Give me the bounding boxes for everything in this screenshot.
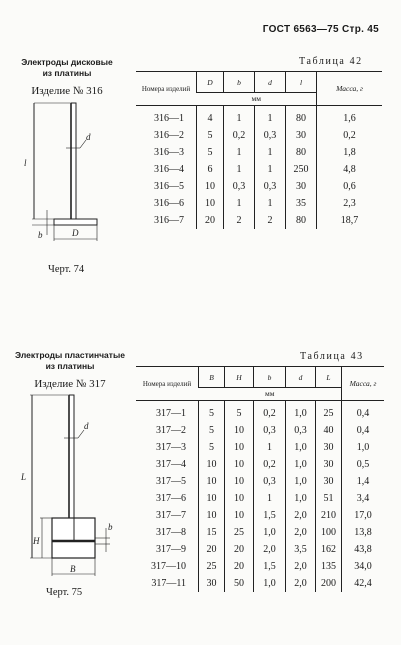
dim-label-L: L [21, 472, 27, 482]
table-cell: 5 [197, 127, 224, 144]
figure-74-label: Черт. 74 [48, 264, 85, 275]
table-cell: 30 [199, 575, 225, 592]
table-row [136, 106, 382, 128]
table-cell: 317—3 [156, 442, 186, 453]
table-cell: 316—6 [154, 198, 184, 209]
table-cell: 135 [316, 558, 342, 575]
table-cell: 317—11 [151, 578, 186, 589]
dim-label-d: d [84, 421, 89, 431]
table-cell: 1 [224, 144, 255, 161]
table-cell: 10 [225, 490, 254, 507]
table-cell: 316—1 [154, 113, 184, 124]
table-cell: 25 [225, 524, 254, 541]
table-row [136, 195, 382, 212]
table-cell: 6 [197, 161, 224, 178]
table-cell: 30 [316, 456, 342, 473]
col-header-H: H [225, 367, 254, 388]
table-cell: 0,3 [224, 178, 255, 195]
table-cell: 1,0 [342, 439, 385, 456]
col-header-b: b [254, 367, 286, 388]
table-cell: 0,3 [255, 127, 286, 144]
table-row [136, 178, 382, 195]
section2-title-line1: Электроды пластинчатые [15, 350, 125, 360]
table-cell: 317—4 [156, 459, 186, 470]
table-cell: 10 [199, 490, 225, 507]
table-cell: 1 [224, 161, 255, 178]
table-cell: 0,2 [254, 456, 286, 473]
table-cell: 10 [199, 456, 225, 473]
section1-caption [12, 57, 122, 97]
table-cell: 5 [199, 439, 225, 456]
table-cell: 316—7 [154, 215, 184, 226]
table-cell: 10 [199, 507, 225, 524]
table-cell: 317—6 [156, 493, 186, 504]
table-cell: 316—5 [154, 181, 184, 192]
table-cell: 1,5 [254, 507, 286, 524]
table-cell: 18,7 [317, 212, 383, 229]
table-cell: 2 [224, 212, 255, 229]
table-cell: 10 [225, 473, 254, 490]
table-cell: 316—3 [154, 147, 184, 158]
table-cell: 80 [286, 144, 317, 161]
table-cell: 3,4 [342, 490, 385, 507]
table-cell: 80 [286, 106, 317, 128]
unit-header: мм [197, 93, 317, 106]
dim-label-l: l [24, 158, 27, 168]
table-cell: 1,0 [254, 575, 286, 592]
col-header-d: d [286, 367, 316, 388]
table-cell: 20 [199, 541, 225, 558]
table-cell: 0,4 [342, 401, 385, 423]
table-cell: 5 [197, 144, 224, 161]
table-cell: 10 [225, 422, 254, 439]
table-cell: 316—4 [154, 164, 184, 175]
table-cell: 1,0 [286, 473, 316, 490]
table-cell: 1 [254, 439, 286, 456]
table-cell: 5 [199, 422, 225, 439]
table-cell: 34,0 [342, 558, 385, 575]
table-cell: 2,3 [317, 195, 383, 212]
section1-title-line1: Электроды дисковые [21, 57, 113, 67]
table43-label: Таблица 43 [300, 351, 364, 362]
col-header-number: Номера изделий [136, 367, 199, 401]
table-row [136, 456, 384, 473]
table-cell: 250 [286, 161, 317, 178]
table-cell: 42,4 [342, 575, 385, 592]
table-cell: 30 [316, 473, 342, 490]
table-cell: 0,2 [224, 127, 255, 144]
table-cell: 2,0 [254, 541, 286, 558]
table-cell: 100 [316, 524, 342, 541]
table-cell: 2,0 [286, 558, 316, 575]
table-cell: 35 [286, 195, 317, 212]
dim-label-d: d [86, 132, 91, 142]
table-cell: 1 [224, 195, 255, 212]
table-cell: 1,8 [317, 144, 383, 161]
table-cell: 0,6 [317, 178, 383, 195]
table-row [136, 144, 382, 161]
table-cell: 1 [255, 195, 286, 212]
col-header-l: l [286, 72, 317, 93]
table42-label: Таблица 42 [299, 56, 363, 67]
table-cell: 30 [286, 178, 317, 195]
section2-caption [6, 350, 134, 390]
page-header: ГОСТ 6563—75 Стр. 45 [262, 24, 379, 35]
section2-product: Изделие № 317 [34, 378, 106, 390]
table-cell: 50 [225, 575, 254, 592]
table-cell: 5 [225, 401, 254, 423]
table-cell: 317—8 [156, 527, 186, 538]
col-header-D: D [197, 72, 224, 93]
table-cell: 51 [316, 490, 342, 507]
table-cell: 2,0 [286, 575, 316, 592]
table-cell: 20 [197, 212, 224, 229]
table-cell: 210 [316, 507, 342, 524]
dim-label-b: b [38, 230, 43, 240]
dim-label-B: B [70, 564, 76, 574]
table-cell: 30 [316, 439, 342, 456]
table-row [136, 507, 384, 524]
table-cell: 80 [286, 212, 317, 229]
unit-header: мм [199, 388, 342, 401]
table-cell: 1 [255, 106, 286, 128]
table-cell: 25 [199, 558, 225, 575]
table-cell: 20 [225, 541, 254, 558]
table-42 [136, 71, 382, 229]
table-cell: 10 [197, 195, 224, 212]
table-cell: 5 [199, 401, 225, 423]
table-cell: 10 [225, 456, 254, 473]
col-header-mass: Масса, г [317, 72, 383, 106]
table-cell: 10 [225, 507, 254, 524]
table-row [136, 490, 384, 507]
table-cell: 1,0 [286, 456, 316, 473]
table-cell: 200 [316, 575, 342, 592]
table-cell: 2,0 [286, 507, 316, 524]
section1-title-line2: из платины [42, 68, 92, 78]
table-cell: 317—9 [156, 544, 186, 555]
table-cell: 1 [254, 490, 286, 507]
col-header-b: b [224, 72, 255, 93]
table-cell: 0,3 [286, 422, 316, 439]
table-cell: 0,5 [342, 456, 385, 473]
table-cell: 1 [224, 106, 255, 128]
table-cell: 1,4 [342, 473, 385, 490]
table-row [136, 212, 382, 229]
table-cell: 43,8 [342, 541, 385, 558]
table-cell: 1,0 [286, 490, 316, 507]
table-cell: 316—2 [154, 130, 184, 141]
table-row [136, 401, 384, 423]
table-cell: 1,0 [254, 524, 286, 541]
table-cell: 25 [316, 401, 342, 423]
table-cell: 0,3 [254, 473, 286, 490]
table-cell: 0,3 [255, 178, 286, 195]
table-row [136, 558, 384, 575]
dim-label-b: b [108, 522, 113, 532]
table-row [136, 541, 384, 558]
table-cell: 4 [197, 106, 224, 128]
table-cell: 20 [225, 558, 254, 575]
table-cell: 2 [255, 212, 286, 229]
table-row [136, 473, 384, 490]
table-row [136, 524, 384, 541]
table-cell: 3,5 [286, 541, 316, 558]
col-header-mass: Масса, г [342, 367, 385, 401]
table-cell: 1,6 [317, 106, 383, 128]
table-43 [136, 366, 384, 592]
table-cell: 0,2 [317, 127, 383, 144]
table-cell: 0,2 [254, 401, 286, 423]
table-cell: 30 [286, 127, 317, 144]
table-cell: 15 [199, 524, 225, 541]
drawing-75 [18, 392, 128, 582]
figure-75-label: Черт. 75 [46, 587, 83, 598]
table-cell: 1,0 [286, 401, 316, 423]
table-cell: 4,8 [317, 161, 383, 178]
table-cell: 317—2 [156, 425, 186, 436]
table-cell: 2,0 [286, 524, 316, 541]
table-cell: 1,0 [286, 439, 316, 456]
table-cell: 317—10 [151, 561, 186, 572]
table-row [136, 575, 384, 592]
table-cell: 0,4 [342, 422, 385, 439]
table-cell: 10 [199, 473, 225, 490]
section2-title-line2: из платины [45, 361, 95, 371]
col-header-L: L [316, 367, 342, 388]
table-cell: 317—7 [156, 510, 186, 521]
section1-product: Изделие № 316 [31, 85, 103, 97]
table-cell: 17,0 [342, 507, 385, 524]
col-header-d: d [255, 72, 286, 93]
table-cell: 317—5 [156, 476, 186, 487]
table-cell: 1 [255, 161, 286, 178]
table-row [136, 422, 384, 439]
table-cell: 0,3 [254, 422, 286, 439]
dim-label-D: D [72, 228, 79, 238]
table-row [136, 439, 384, 456]
table-row [136, 127, 382, 144]
table-cell: 317—1 [156, 408, 186, 419]
drawing-74 [20, 100, 130, 250]
table-cell: 13,8 [342, 524, 385, 541]
dim-label-H: H [33, 536, 40, 546]
table-cell: 10 [197, 178, 224, 195]
table-cell: 162 [316, 541, 342, 558]
col-header-number: Номера изделий [136, 72, 197, 106]
table-cell: 1 [255, 144, 286, 161]
table-cell: 10 [225, 439, 254, 456]
col-header-B: B [199, 367, 225, 388]
table-cell: 1,5 [254, 558, 286, 575]
table-row [136, 161, 382, 178]
table-cell: 40 [316, 422, 342, 439]
